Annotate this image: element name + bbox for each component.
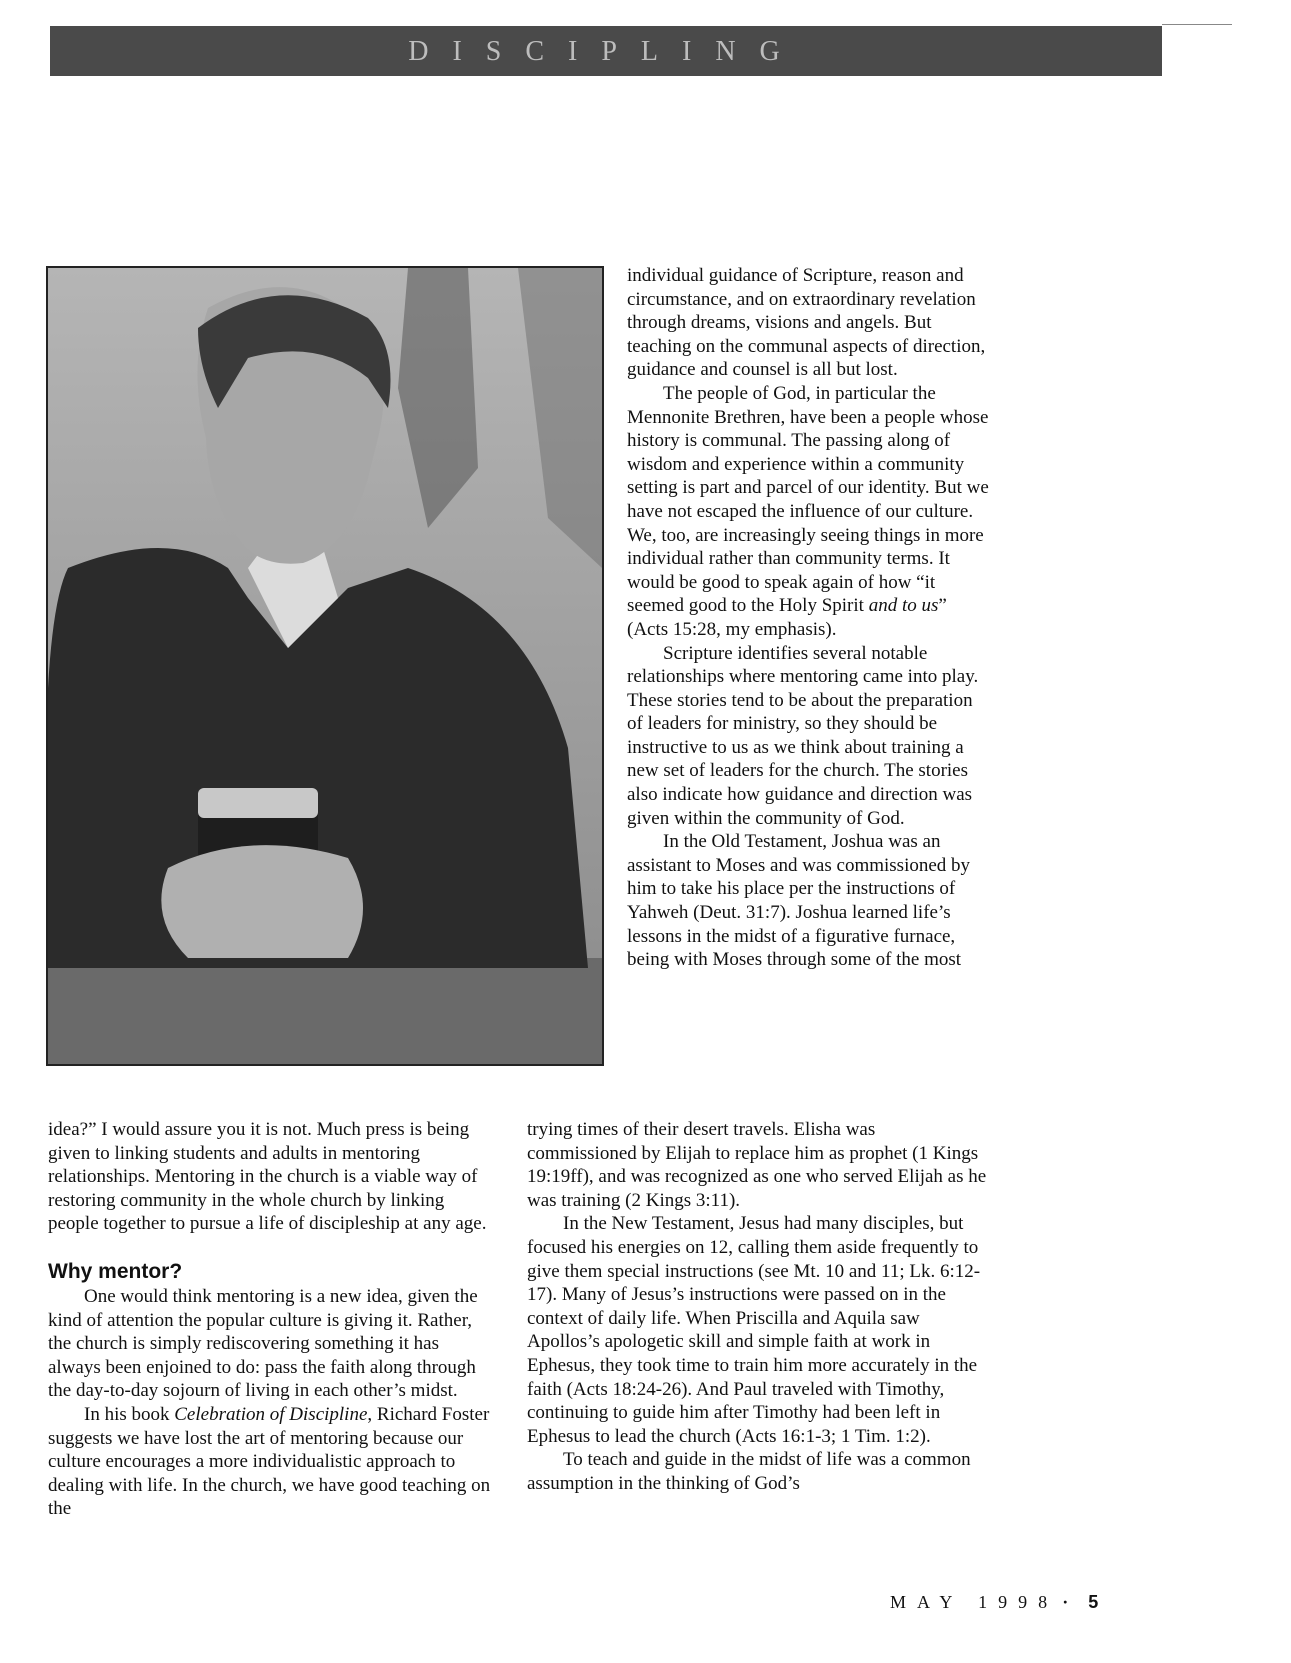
paragraph: One would think mentoring is a new idea, given the kind of attention the popular culture is giving it. Rather, the church is simply rediscovering something it has always been enjoined to do: pass the faith along through the day-to-day sojourn of living in each other’s midst.: [48, 1285, 478, 1402]
section-heading: Why mentor?: [48, 1259, 183, 1283]
paragraph: The people of God, in particular the Mennonite Brethren, have been a people whose history is communal. The passing along of wisdom and experience within a community setting is part and parcel of our identity. But we have not escaped the influence of our culture. We, too, are increasingly seeing things in more individual rather than community terms. It would be good to speak again of how “it seemed good to the Holy Spirit and to us” (Acts 15:28, my emphasis).: [627, 382, 989, 640]
paragraph: trying times of their desert travels. Elisha was commissioned by Elijah to replace him as prophet (1 Kings 19:19ff), and was recognized as one who served Elijah as he was training (2 Kings 3:11).: [527, 1119, 987, 1211]
man-portrait-image: [48, 268, 602, 1064]
paragraph: idea?” I would assure you it is not. Much press is being given to linking students and adults in mentoring relationships. Mentoring in the church is a viable way of restoring community in the whole church by linking people together to pursue a life of discipleship at any age.: [48, 1119, 487, 1235]
right-column-text: [627, 264, 992, 972]
article-photo: [46, 266, 604, 1066]
issue-date: MAY 1998: [890, 1592, 1059, 1612]
footer-separator: ·: [1062, 1592, 1069, 1612]
left-column-text: [48, 1118, 496, 1521]
paragraph: In the Old Testament, Joshua was an assistant to Moses and was commissioned by him to take his place per the instructions of Yahweh (Deut. 31:7). Joshua learned life’s lessons in the midst of a figurative furnace, being with Moses through some of the most: [627, 831, 971, 971]
emphasis: and to us: [868, 595, 939, 617]
paragraph: individual guidance of Scripture, reason and circumstance, and on extraordinary revelation through dreams, visions and angels. But teaching on the communal aspects of direction, guidance and counsel is all but lost.: [627, 265, 986, 381]
paragraph: In his book Celebration of Discipline, Richard Foster suggests we have lost the art of mentoring because our culture encourages a more individualistic approach to dealing with life. In the church, we have good teaching on the: [48, 1403, 491, 1520]
section-title: DISCIPLING: [408, 36, 804, 67]
paragraph: To teach and guide in the midst of life was a common assumption in the thinking of God’s: [527, 1449, 971, 1494]
section-header-bar: [50, 26, 1162, 76]
header-rule: [1162, 24, 1232, 25]
paragraph: Scripture identifies several notable relationships where mentoring came into play. These stories tend to be about the preparation of leaders for ministry, so they should be instructive to us as we think about training a new set of leaders for the church. The stories also indicate how guidance and direction was given within the community of God.: [627, 642, 979, 829]
book-title: Celebration of Discipline: [174, 1403, 368, 1425]
wrap-column-text: [527, 1118, 987, 1496]
page-footer: [890, 1592, 1098, 1613]
paragraph: In the New Testament, Jesus had many disciples, but focused his energies on 12, calling them aside frequently to give them special instructions (see Mt. 10 and 11; Lk. 6:12-17). Many of Jesus’s instructions were passed on in the context of daily life. When Priscilla and Aquila saw Apollos’s apologetic skill and simple faith at work in Ephesus, they took time to train him more accurately in the faith (Acts 18:24-26). And Paul traveled with Timothy, continuing to guide him after Timothy had been left in Ephesus to lead the church (Acts 16:1-3; 1 Tim. 1:2).: [527, 1213, 981, 1447]
page-number: 5: [1088, 1592, 1099, 1612]
